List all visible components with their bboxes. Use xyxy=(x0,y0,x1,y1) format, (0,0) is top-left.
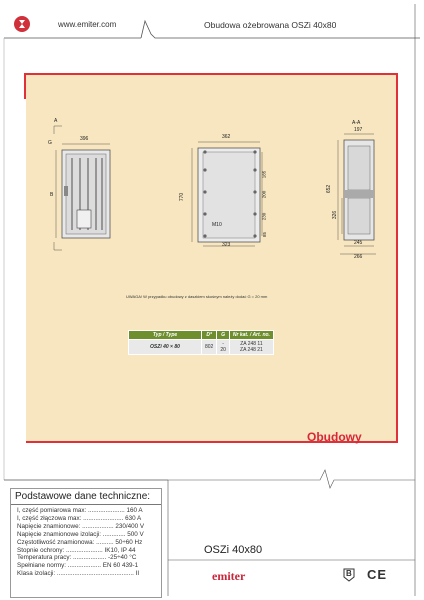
front-dim-label-b: B xyxy=(50,192,54,198)
spec-cell-g xyxy=(217,340,230,355)
tech-row: I, część pomiarowa max: ..................... 160 A xyxy=(17,507,143,514)
side-dim-b1: 245 xyxy=(354,240,363,246)
side-view-drawing xyxy=(338,134,376,254)
spec-header-g: G xyxy=(217,331,230,340)
mid-dim-bottom: 323 xyxy=(222,242,231,248)
footer-model: OSZi 40x80 xyxy=(204,544,263,556)
category-label: Obudowy xyxy=(307,430,362,444)
tech-row: Napięcie znamionowe: .................. 230/400 V xyxy=(17,522,145,530)
spec-header-type: Typ / Type xyxy=(129,331,202,340)
tech-row: Klasa izolacji: ............................................ II xyxy=(17,570,140,578)
tech-row: Stopnie ochrony: ..................... IK10, IP 44 xyxy=(17,546,136,554)
ce-mark-icon: CE xyxy=(367,567,388,582)
mid-dim-v2: 200 xyxy=(261,190,267,199)
side-dim-top: 197 xyxy=(354,127,363,133)
page-title: Obudowa ożebrowana OSZi 40x80 xyxy=(204,20,337,30)
front-dim-label-a: A xyxy=(54,118,58,124)
side-dim-b2: 266 xyxy=(354,254,363,260)
tech-data-title: Podstawowe dane techniczne: xyxy=(11,489,161,505)
spec-cell-art-2: ZA 248 21 xyxy=(240,347,263,353)
mid-dim-bolt: M10 xyxy=(212,222,222,228)
side-dim-height: 652 xyxy=(326,184,333,194)
spec-header-d: D* xyxy=(202,331,217,340)
front-view-drawing xyxy=(54,126,110,250)
spec-cell-g-1: - xyxy=(222,341,224,347)
tech-row: Napięcie znamionowe izolacji: ............. 500 V xyxy=(17,530,144,538)
b-cert-icon xyxy=(343,568,355,582)
section-label: A-A xyxy=(352,120,361,126)
front-dim-width: 396 xyxy=(80,136,89,142)
tech-row: I, część złączowa max: ....................... 630 A xyxy=(17,514,142,522)
front-dim-label-g: G xyxy=(48,140,52,146)
mid-dim-v3: 230 xyxy=(261,212,267,221)
back-view-drawing xyxy=(192,142,262,246)
mid-dim-v4: 85 xyxy=(262,231,268,238)
website-url[interactable]: www.emiter.com xyxy=(58,20,117,29)
spec-cell-art xyxy=(229,340,273,355)
mid-dim-v1: 185 xyxy=(261,170,267,179)
brand-wordmark: emiter xyxy=(212,569,246,583)
spec-table xyxy=(128,330,274,355)
mid-dim-height: 770 xyxy=(179,192,186,202)
tech-row: Spełniane normy: ................... EN 60 439-1 xyxy=(17,562,139,570)
spec-cell-d: 802 xyxy=(202,340,217,355)
spec-cell-g-2: 20 xyxy=(220,347,226,353)
b-cert-letter: B xyxy=(346,569,352,578)
side-dim-v1: 326 xyxy=(332,210,339,220)
mid-dim-top: 362 xyxy=(222,134,231,140)
tech-row: Temperatura pracy: ................... -25÷40 °C xyxy=(17,554,137,562)
tech-row: Częstotliwość znamionowa: .......... 50÷60 Hz xyxy=(17,538,143,546)
spec-header-art: Nr kat. / Art. no. xyxy=(229,331,273,340)
spec-cell-art-1: ZA 248 11 xyxy=(240,341,263,347)
spec-cell-type: OSZi 40 × 80 xyxy=(129,340,202,355)
tech-data-box xyxy=(10,488,162,598)
footer-brand-logo xyxy=(210,566,250,584)
drawing-note: UWAGA! W przypadku obudowy z daszkiem skośnym należy dodać G = 20 mm xyxy=(126,294,268,299)
